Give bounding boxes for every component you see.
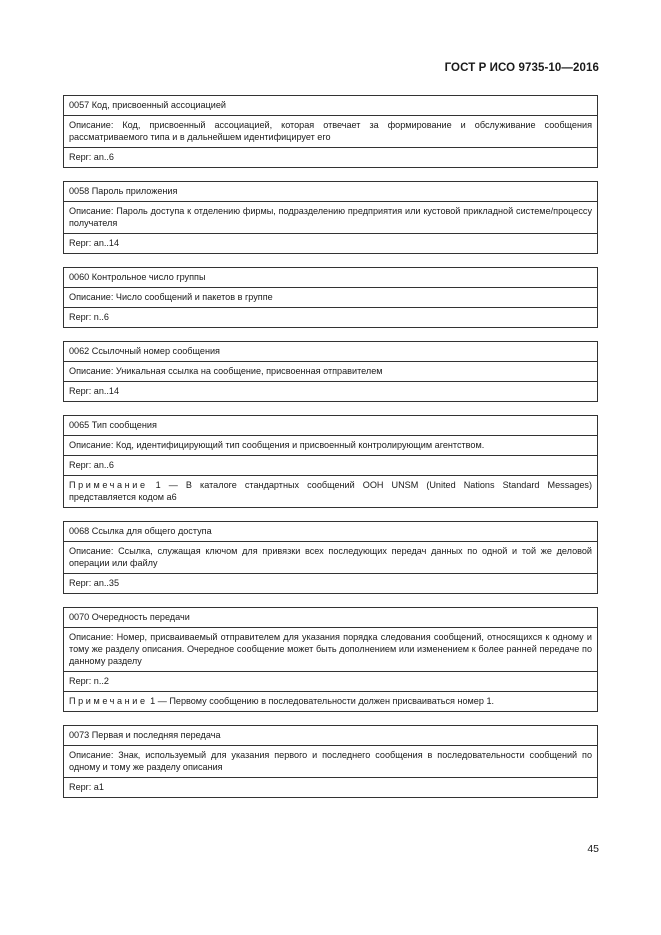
element-representation: Repr: n..2 <box>64 671 597 691</box>
data-element-0070 <box>63 607 598 712</box>
element-representation: Repr: an..14 <box>64 233 597 253</box>
note-label: Примечание <box>69 480 148 490</box>
element-title: 0070 Очередность передачи <box>69 612 190 622</box>
page-number: 45 <box>587 843 599 855</box>
element-description: Описание: Уникальная ссылка на сообщение, присвоенная отправителем <box>64 361 597 381</box>
element-description: Описание: Номер, присваиваемый отправителем для указания порядка следования сообщений, относящихся к одному и тому же разделу описания. Очередное сообщение может быть дополнением или изменением к более ранней передаче по данному разделу <box>64 627 597 671</box>
data-element-0057 <box>63 95 598 168</box>
data-element-0065 <box>63 415 598 508</box>
document-code-header: ГОСТ Р ИСО 9735-10—2016 <box>444 62 599 74</box>
element-representation: Repr: n..6 <box>64 307 597 327</box>
element-description: Описание: Ссылка, служащая ключом для привязки всех последующих передач данных по одной и той же деловой операции или файлу <box>64 541 597 573</box>
data-element-list <box>63 95 598 811</box>
element-note <box>64 691 597 711</box>
element-title: 0073 Первая и последняя передача <box>69 730 221 740</box>
element-representation: Repr: an..6 <box>64 455 597 475</box>
element-description: Описание: Пароль доступа к отделению фирмы, подразделению предприятия или кустовой прикладной системе/процессу получателя <box>64 201 597 233</box>
data-element-0062 <box>63 341 598 402</box>
element-title: 0060 Контрольное число группы <box>69 272 206 282</box>
element-representation: Repr: an..6 <box>64 147 597 167</box>
element-title: 0057 Код, присвоенный ассоциацией <box>69 100 226 110</box>
element-representation: Repr: an..35 <box>64 573 597 593</box>
element-title: 0068 Ссылка для общего доступа <box>69 526 212 536</box>
element-note <box>64 475 597 507</box>
data-element-0073 <box>63 725 598 798</box>
element-title: 0065 Тип сообщения <box>69 420 157 430</box>
element-title: 0062 Ссылочный номер сообщения <box>69 346 220 356</box>
data-element-0060 <box>63 267 598 328</box>
data-element-0058 <box>63 181 598 254</box>
data-element-0068 <box>63 521 598 594</box>
element-title: 0058 Пароль приложения <box>69 186 178 196</box>
note-text: 1 — Первому сообщению в последовательности должен присваиваться номер 1. <box>147 696 495 706</box>
note-text: 1 — В каталоге стандартных сообщений ООН UNSM (United Nations Standard Messages) представляется кодом a6 <box>69 480 592 502</box>
element-description: Описание: Знак, используемый для указания первого и последнего сообщения в последовательности сообщений по одному и тому же разделу описания <box>64 745 597 777</box>
element-description: Описание: Число сообщений и пакетов в группе <box>64 287 597 307</box>
element-description: Описание: Код, идентифицирующий тип сообщения и присвоенный контролирующим агентством. <box>64 435 597 455</box>
element-representation: Repr: an..14 <box>64 381 597 401</box>
element-representation: Repr: a1 <box>64 777 597 797</box>
note-label: Примечание <box>69 696 148 706</box>
element-description: Описание: Код, присвоенный ассоциацией, которая отвечает за формирование и обслуживание сообщения рассматриваемого типа и в дальнейшем идентифицирует его <box>64 115 597 147</box>
